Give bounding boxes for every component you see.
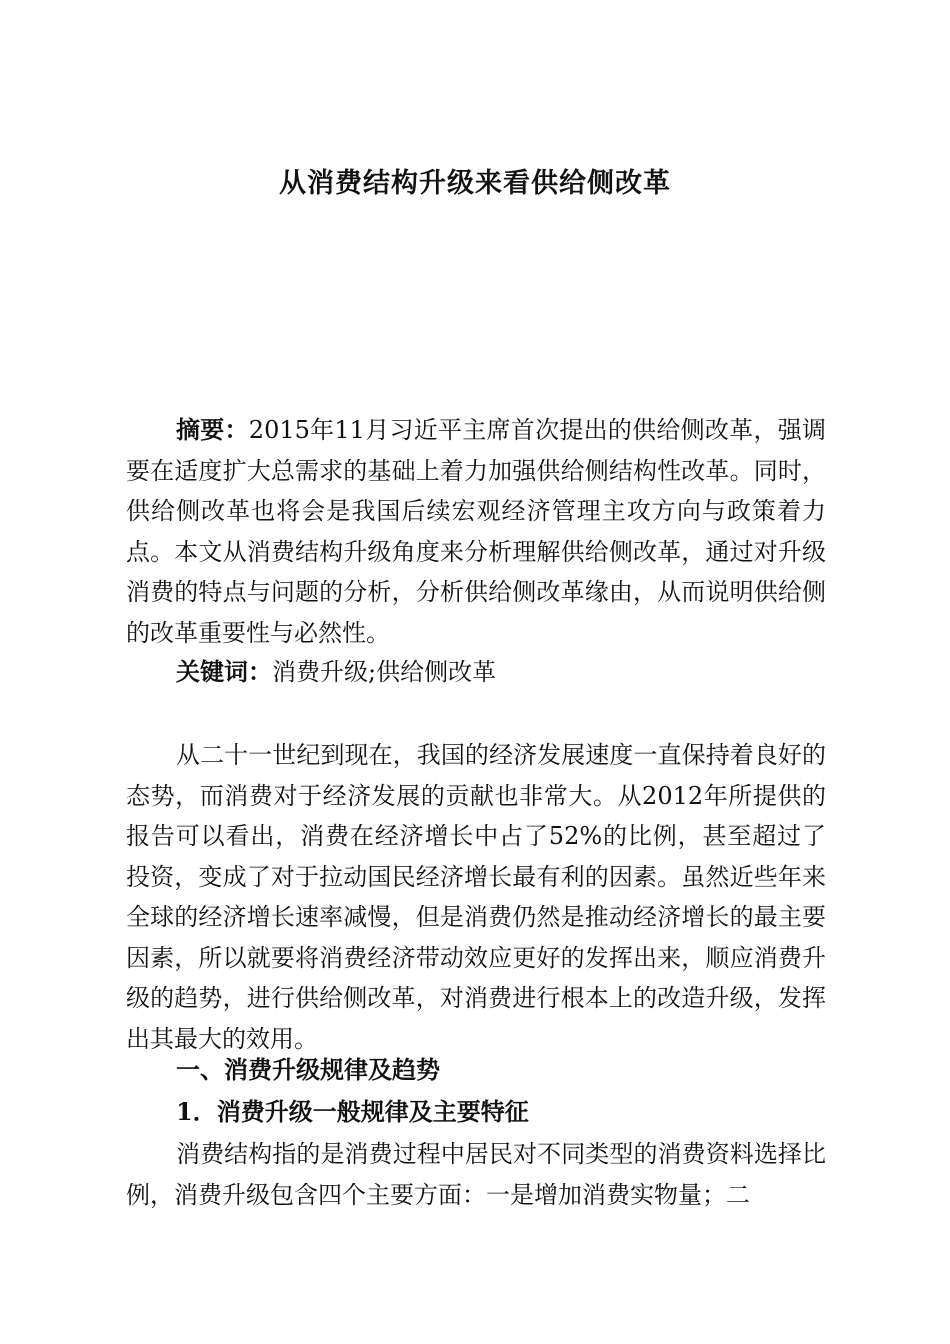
abstract-label: 摘要： xyxy=(176,415,249,444)
abstract-text: 2015年11月习近平主席首次提出的供给侧改革，强调要在适度扩大总需求的基础上着力加强供给侧结构性改革。同时，供给侧改革也将会是我国后续宏观经济管理主攻方向与政策着力点。本文从消费结构升级角度来分析理解供给侧改革，通过对升级消费的特点与问题的分析，分析供给侧改革缘由，从而说明供给侧的改革重要性与必然性。 xyxy=(126,416,826,647)
subsection-heading: 1．消费升级一般规律及主要特征 xyxy=(176,1097,529,1126)
keywords-line xyxy=(126,652,826,693)
body-paragraph: 消费结构指的是消费过程中居民对不同类型的消费资料选择比例，消费升级包含四个主要方面：一是增加消费实物量；二 xyxy=(126,1140,826,1209)
abstract-paragraph xyxy=(126,410,826,653)
section-heading: 一、消费升级规律及趋势 xyxy=(176,1055,440,1084)
keywords-label: 关键词： xyxy=(176,657,272,686)
intro-paragraph: 从二十一世纪到现在，我国的经济发展速度一直保持着良好的态势，而消费对于经济发展的贡献也非常大。从2012年所提供的报告可以看出，消费在经济增长中占了52%的比例，甚至超过了投资，变成了对于拉动国民经济增长最有利的因素。虽然近些年来全球的经济增长速率减慢，但是消费仍然是推动经济增长的最主要因素，所以就要将消费经济带动效应更好的发挥出来，顺应消费升级的趋势，进行供给侧改革，对消费进行根本上的改造升级，发挥出其最大的效用。 xyxy=(126,741,826,1053)
document-title: 从消费结构升级来看供给侧改革 xyxy=(279,168,671,199)
keywords-text: 消费升级;供给侧改革 xyxy=(272,658,497,686)
